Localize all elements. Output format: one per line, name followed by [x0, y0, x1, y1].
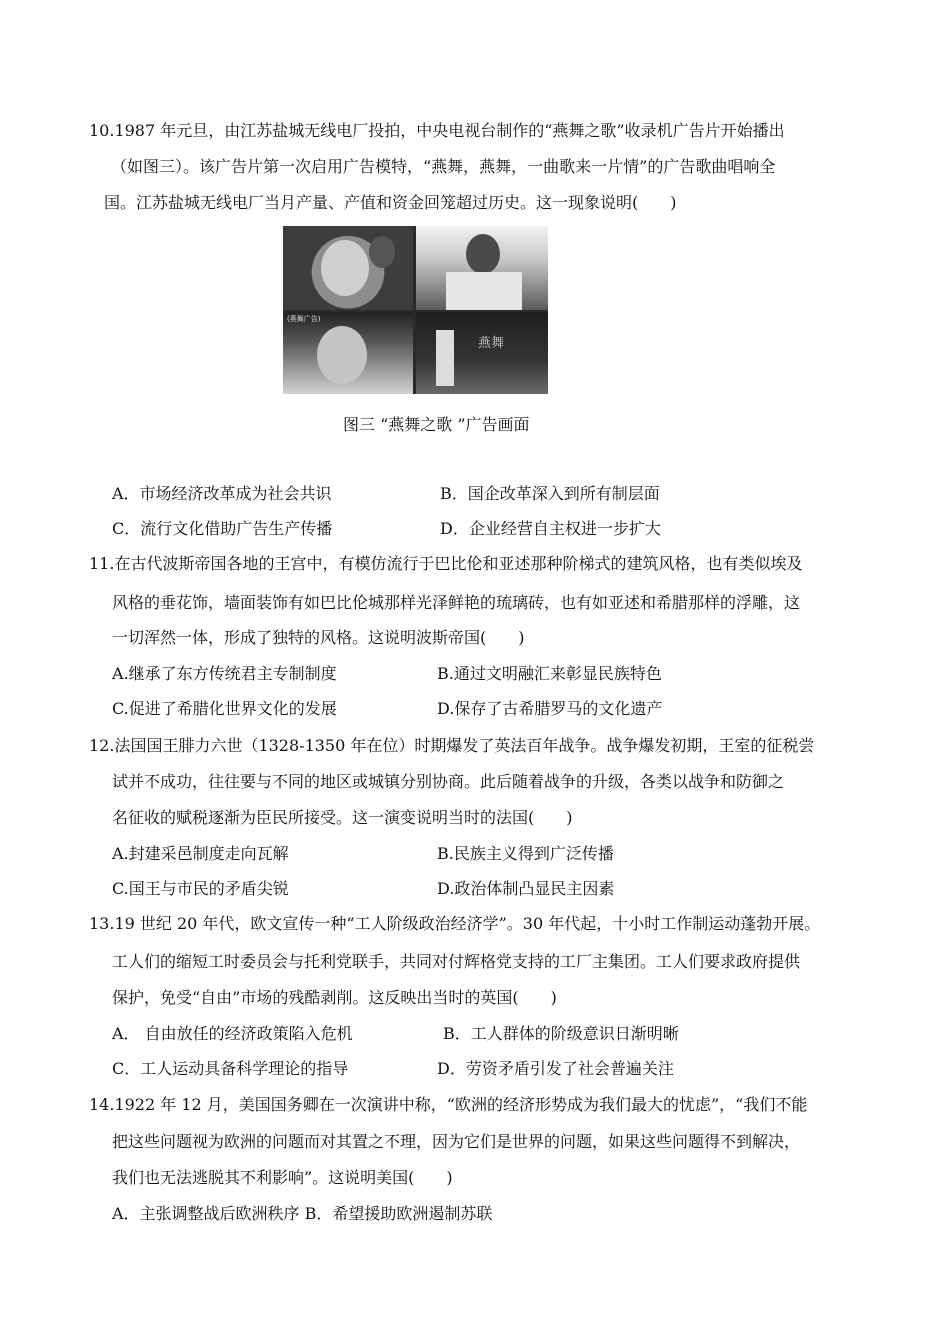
q12-option-c: C.国王与市民的矛盾尖锐 — [112, 879, 289, 898]
q13-stem-line-2: 工人们的缩短工时委员会与托利党联手，共同对付辉格党支持的工厂主集团。工人们要求政府提供 — [112, 952, 801, 971]
q11-stem-line-3: 一切浑然一体，形成了独特的风格。这说明波斯帝国( ) — [112, 628, 525, 647]
q10-stem-line-1: 10.1987 年元旦，由江苏盐城无线电厂投拍，中央电视台制作的“燕舞之歌”收录机广告片开始播出 — [89, 121, 785, 140]
q12-stem-line-1: 12.法国国王腓力六世（1328-1350 年在位）时期爆发了英法百年战争。战争爆发初期，王室的征税尝 — [89, 736, 815, 755]
q13-stem-line-1: 13.19 世纪 20 年代，欧文宣传一种“工人阶级政治经济学”。30 年代起，十小时工作制运动蓬勃开展。 — [89, 914, 821, 933]
photo-caption: (燕舞广告) — [287, 315, 321, 323]
q14-stem-line-1: 14.1922 年 12 月，美国国务卿在一次演讲中称，“欧洲的经济形势成为我们最大的忧虑”，“我们不能 — [89, 1095, 808, 1114]
q10-stem-line-2: （如图三）。该广告片第一次启用广告模特，“燕舞，燕舞，一曲歌来一片情”的广告歌曲唱响全 — [111, 157, 776, 176]
q13-option-b: B．工人群体的阶级意识日渐明晰 — [443, 1024, 679, 1043]
q10-figure-caption: 图三 “燕舞之歌 ”广告画面 — [343, 415, 530, 434]
q11-option-d: D.保存了古希腊罗马的文化遗产 — [437, 699, 663, 718]
q12-stem-line-2: 试并不成功，往往要与不同的地区或城镇分别协商。此后随着战争的升级，各类以战争和防御之 — [112, 772, 785, 791]
yanwu-ad-photo — [283, 226, 548, 394]
q12-option-d: D.政治体制凸显民主因素 — [437, 879, 615, 898]
q13-option-a: A． 自由放任的经济政策陷入危机 — [112, 1024, 353, 1043]
q14-options-a-b: A．主张调整战后欧洲秩序 B．希望援助欧洲遏制苏联 — [112, 1204, 493, 1223]
q11-option-c: C.促进了希腊化世界文化的发展 — [112, 699, 337, 718]
photo-panel-woman — [283, 226, 413, 310]
q11-option-b: B.通过文明融汇来彰显民族特色 — [437, 664, 662, 683]
photo-panel-stage — [416, 312, 548, 394]
q11-stem-line-2: 风格的垂花饰，墙面装饰有如巴比伦城那样光泽鲜艳的琉璃砖，也有如亚述和希腊那样的浮雕，这 — [112, 593, 801, 612]
q10-option-b: B．国企改革深入到所有制层面 — [440, 484, 660, 503]
q13-option-d: D．劳资矛盾引发了社会普遍关注 — [437, 1059, 674, 1078]
q14-stem-line-3: 我们也无法逃脱其不利影响”。这说明美国( ) — [112, 1168, 453, 1187]
photo-panel-man-singing — [416, 226, 548, 310]
q11-option-a: A.继承了东方传统君主专制制度 — [112, 664, 337, 683]
photo-stage-sign: 燕舞 — [478, 336, 505, 351]
photo-panel-man-portrait — [283, 312, 413, 394]
q12-option-a: A.封建采邑制度走向瓦解 — [112, 844, 289, 863]
q13-option-c: C．工人运动具备科学理论的指导 — [112, 1059, 349, 1078]
q14-stem-line-2: 把这些问题视为欧洲的问题而对其置之不理，因为它们是世界的问题，如果这些问题得不到解决， — [112, 1132, 801, 1151]
q11-stem-line-1: 11.在古代波斯帝国各地的王宫中，有模仿流行于巴比伦和亚述那种阶梯式的建筑风格，也有类似埃及 — [89, 554, 803, 573]
q12-option-b: B.民族主义得到广泛传播 — [437, 844, 614, 863]
q12-stem-line-3: 名征收的赋税逐渐为臣民所接受。这一演变说明当时的法国( ) — [112, 808, 573, 827]
q13-stem-line-3: 保护，免受“自由”市场的残酷剥削。这反映出当时的英国( ) — [112, 988, 557, 1007]
q10-option-d: D．企业经营自主权进一步扩大 — [440, 519, 661, 538]
q10-option-a: A．市场经济改革成为社会共识 — [112, 484, 332, 503]
q10-option-c: C．流行文化借助广告生产传播 — [112, 519, 333, 538]
q10-stem-line-3: 国。江苏盐城无线电厂当月产量、产值和资金回笼超过历史。这一现象说明( ) — [104, 193, 677, 212]
